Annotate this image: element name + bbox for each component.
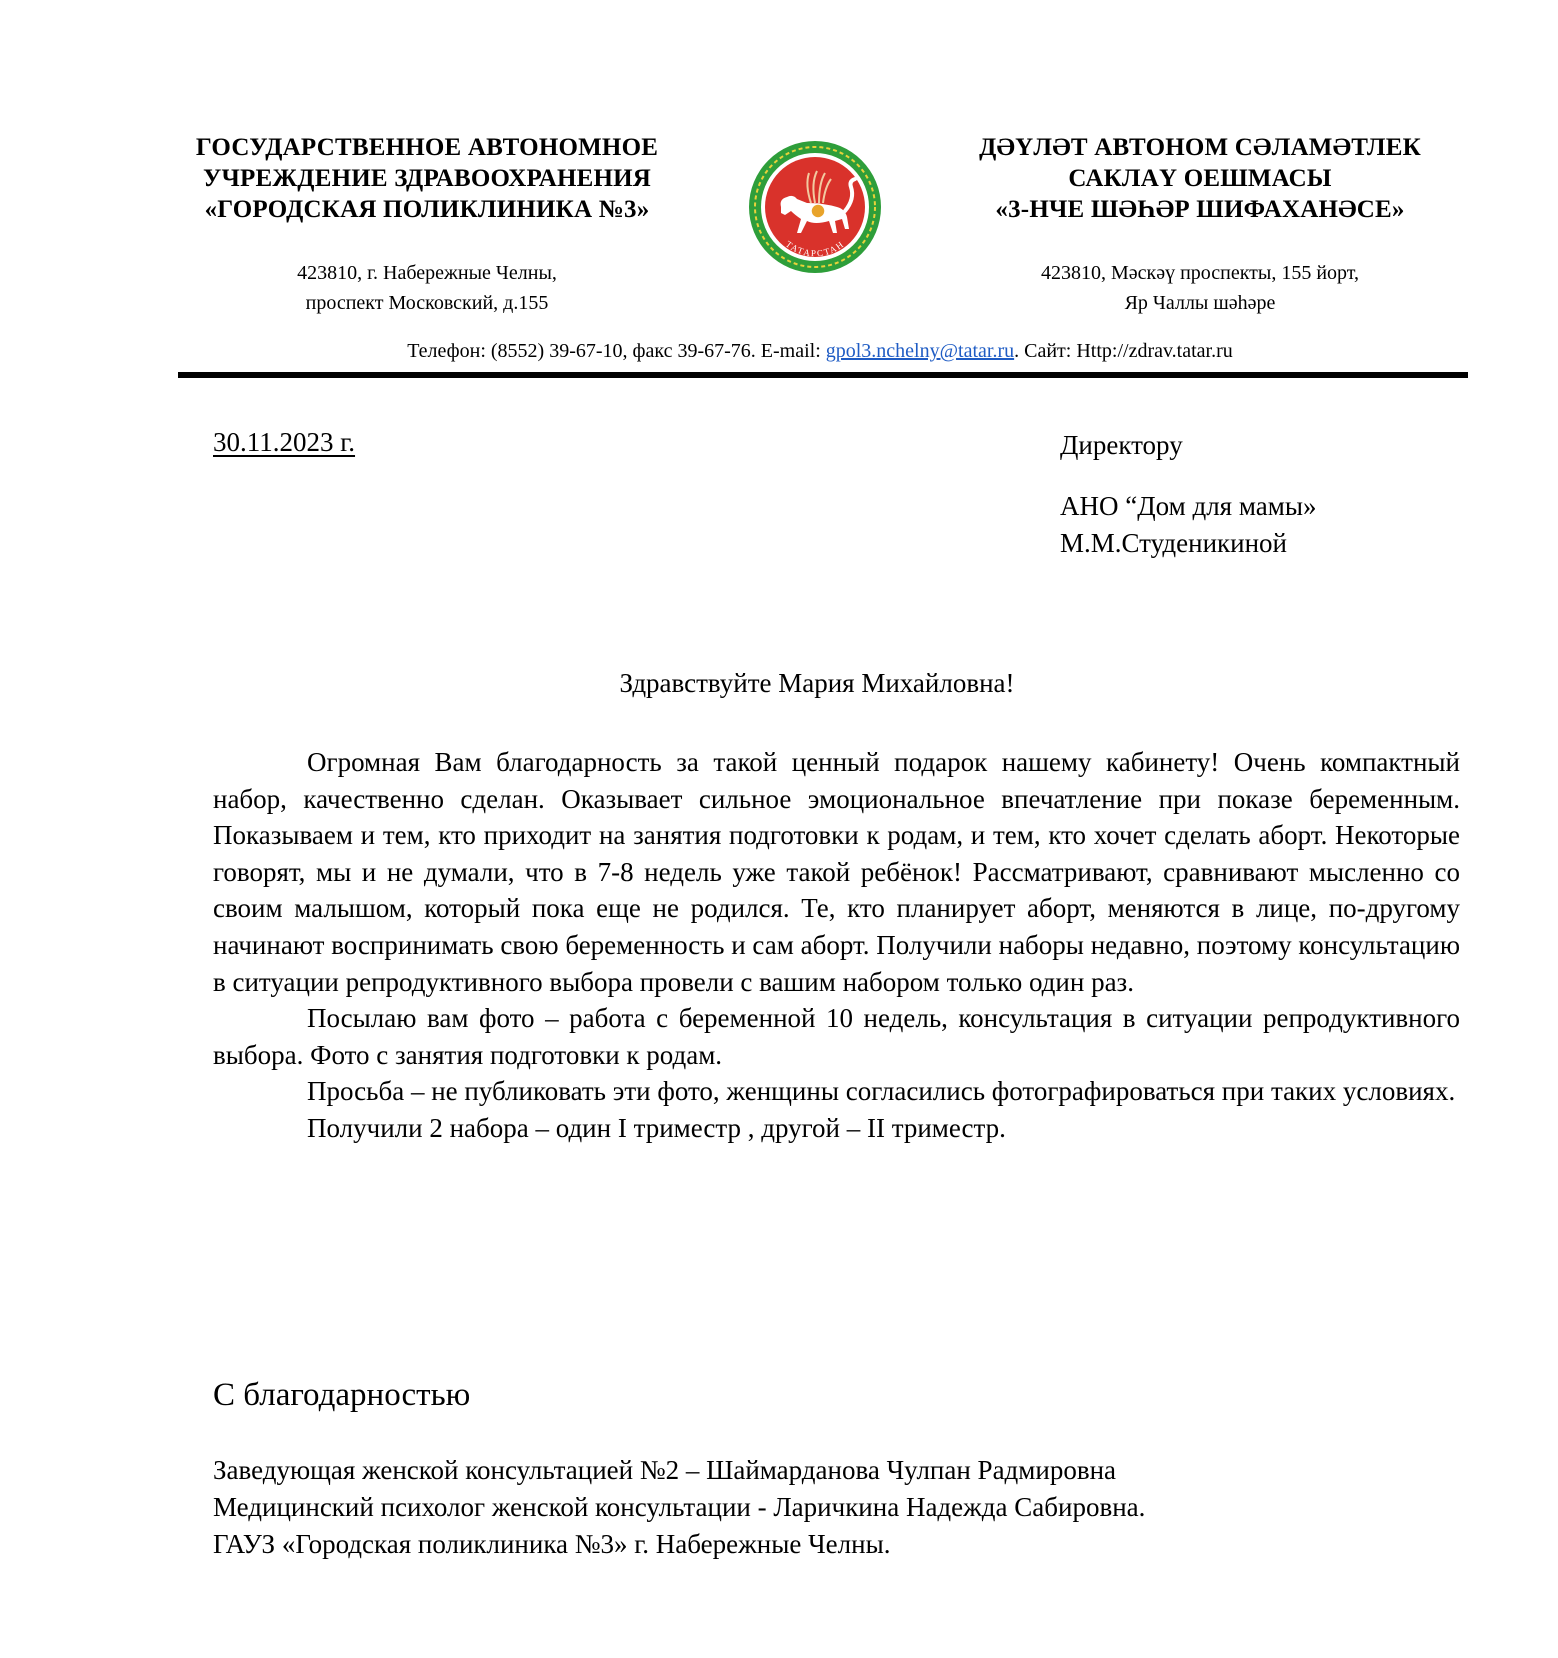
emblem-graphic — [745, 137, 885, 277]
body-paragraph: Просьба – не публиковать эти фото, женщины согласились фотографироваться при таких условиях. — [307, 1076, 1456, 1107]
closing: С благодарностью — [213, 1377, 471, 1413]
org-name-line: «ГОРОДСКАЯ ПОЛИКЛИНИКА №3» — [204, 196, 650, 223]
letterhead-left — [172, 132, 682, 318]
addressee-name: М.М.Студеникиной — [1060, 528, 1287, 558]
letter-body — [213, 744, 1460, 1147]
signature-line: Заведующая женской консультацией №2 – Шаймарданова Чулпан Радмировна — [213, 1455, 1117, 1485]
letter-date: 30.11.2023 г. — [213, 427, 356, 457]
org-name-line: САКЛАҮ ОЕШМАСЫ — [1068, 165, 1332, 192]
signature-block — [213, 1452, 1145, 1563]
contact-website: . Сайт: Http://zdrav.tatar.ru — [1014, 340, 1233, 362]
body-paragraph: Посылаю вам фото – работа с беременной 10 недель, консультация в ситуации репродуктивного выбора. Фото с занятия подготовки к родам. — [213, 1003, 1460, 1070]
org-name-tt — [945, 132, 1455, 225]
address-line: 423810, Мәскәү проспекты, 155 йорт, — [1040, 262, 1360, 284]
signature-line: ГАУЗ «Городская поликлиника №3» г. Набережные Челны. — [213, 1529, 891, 1559]
address-line: 423810, г. Набережные Челны, — [297, 262, 557, 284]
org-name-line: ДӘҮЛӘТ АВТОНОМ СӘЛАМӘТЛЕК — [979, 134, 1421, 161]
org-name-line: «3-НЧЕ ШӘҺӘР ШИФАХАНӘСЕ» — [995, 196, 1405, 223]
email-link[interactable]: gpol3.nchelny@tatar.ru — [825, 340, 1015, 362]
org-address-tt — [945, 258, 1455, 318]
addressee-title: Директору — [1060, 430, 1183, 460]
contact-line — [170, 340, 1470, 363]
org-name-ru — [172, 132, 682, 225]
letterhead-right — [945, 132, 1455, 318]
body-paragraph: Получили 2 набора – один I триместр , другой – II триместр. — [307, 1112, 1006, 1143]
addressee-organization: АНО “Дом для мамы» — [1060, 491, 1317, 521]
address-line: Яр Чаллы шәһәре — [1124, 292, 1276, 314]
org-address-ru — [172, 258, 682, 318]
body-paragraph: Огромная Вам благодарность за такой ценный подарок нашему кабинету! Очень компактный набор, качественно сделан. Оказывает сильное эмоциональное впечатление при показе беременным. Показываем и тем, кто приходит на занятия подготовки к родам, и тем, кто хочет сделать аборт. Некоторые говорят, мы и не думали, что в 7-8 недель уже такой ребёнок! Рассматривают, сравнивают мысленно со своим малышом, который пока еще не родился. Те, кто планирует аборт, меняются в лице, по-другому начинают воспринимать свою беременность и сам аборт. Получили наборы недавно, поэтому консультацию в ситуации репродуктивного выбора провели с вашим набором только один раз. — [213, 747, 1460, 997]
emblem-text: ТАТАРСТАН — [783, 238, 847, 259]
tatarstan-coat-of-arms-icon — [745, 137, 885, 277]
addressee-block — [1060, 427, 1316, 562]
emblem-sun-disc — [811, 204, 825, 218]
greeting: Здравствуйте Мария Михайловна! — [619, 668, 1015, 698]
signature-line: Медицинский психолог женской консультации - Ларичкина Надежда Сабировна. — [213, 1492, 1146, 1522]
contact-phone-fax: Телефон: (8552) 39-67-10, факс 39-67-76. E-mail: — [407, 340, 826, 362]
org-name-line: УЧРЕЖДЕНИЕ ЗДРАВООХРАНЕНИЯ — [202, 165, 652, 192]
address-line: проспект Московский, д.155 — [305, 292, 549, 314]
org-name-line: ГОСУДАРСТВЕННОЕ АВТОНОМНОЕ — [195, 134, 659, 161]
letterhead-divider — [178, 372, 1468, 378]
